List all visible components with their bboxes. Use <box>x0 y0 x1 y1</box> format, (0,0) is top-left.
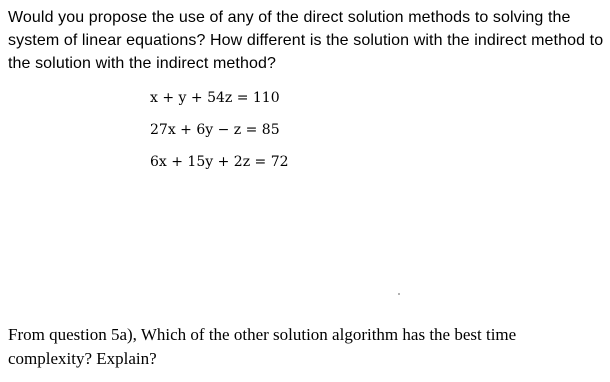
equation-1: x + y + 54z = 110 <box>150 90 280 106</box>
question-1-text: Would you propose the use of any of the direct solution methods to solving the system of linear equations? How different is the solution with the indirect method to the solution with the indirect method? <box>8 9 604 72</box>
equation-system <box>150 82 289 178</box>
question-2-text: From question 5a), Which of the other solution algorithm has the best time complexity? Explain? <box>8 325 517 368</box>
stray-dot <box>398 293 400 295</box>
equation-2: 27x + 6y − z = 85 <box>150 122 280 138</box>
equation-3: 6x + 15y + 2z = 72 <box>150 154 289 170</box>
